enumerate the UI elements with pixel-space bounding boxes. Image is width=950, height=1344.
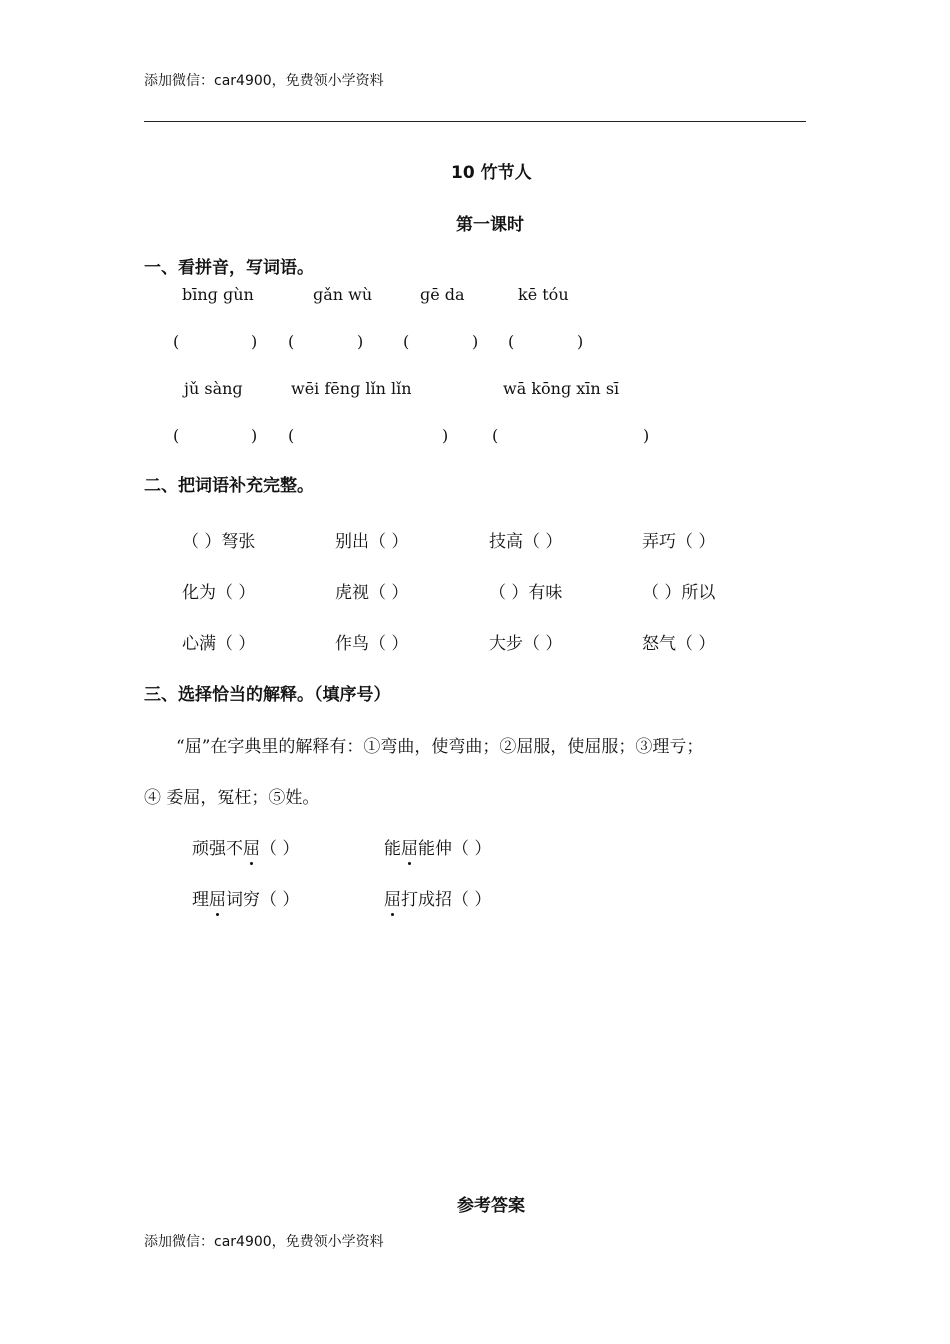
page-footer-text: 添加微信：car4900，免费领小学资料: [144, 1234, 384, 1250]
idiom-item: 弄巧（ ）: [642, 532, 716, 552]
q3-item: [384, 885, 491, 910]
pinyin-item: jǔ sànɡ: [184, 379, 243, 398]
blank-close: ): [251, 426, 258, 445]
header-divider: [144, 121, 806, 122]
q3-intro-line: ④ 委屈，冤枉；⑤姓。: [144, 788, 320, 808]
blank-close: ): [643, 426, 650, 445]
q2-heading: 二、把词语补充完整。: [144, 476, 314, 496]
q3-heading: 三、选择恰当的解释。（填序号）: [144, 685, 391, 705]
answers-heading: 参考答案: [457, 1196, 525, 1216]
blank-open: (: [173, 426, 180, 445]
q3-item: [192, 885, 299, 910]
idiom-item: 怒气（ ）: [642, 634, 716, 654]
blank-close: ): [251, 332, 258, 351]
q1-heading: 一、看拼音，写词语。: [144, 258, 314, 278]
pinyin-item: kē tóu: [518, 285, 569, 304]
blank-close: ): [472, 332, 479, 351]
pinyin-item: ɡǎn wù: [313, 285, 373, 304]
lesson-subtitle: 第一课时: [456, 215, 524, 235]
q3-item-pre: 能: [384, 839, 401, 859]
q3-item-pre: 理: [192, 890, 209, 910]
idiom-item: 技高（ ）: [489, 532, 563, 552]
emphasis-char: 屈: [243, 834, 260, 859]
q3-item-post: 能伸（ ）: [418, 839, 492, 859]
blank-open: (: [288, 332, 295, 351]
q3-intro-line: “屈”在字典里的解释有：①弯曲，使弯曲；②屈服，使屈服；③理亏；: [176, 737, 704, 757]
blank-open: (: [508, 332, 515, 351]
emphasis-char: 屈: [209, 885, 226, 910]
blank-close: ): [357, 332, 364, 351]
blank-close: ): [577, 332, 584, 351]
q3-item: [384, 834, 491, 859]
idiom-item: （ ）弩张: [182, 532, 256, 552]
q3-item-pre: 顽强不: [192, 839, 243, 859]
q3-item-post: 打成招（ ）: [401, 890, 492, 910]
pinyin-item: wēi fēnɡ lǐn lǐn: [291, 379, 412, 398]
q3-item-post: 词穷（ ）: [226, 890, 300, 910]
blank-close: ): [442, 426, 449, 445]
emphasis-char: 屈: [384, 885, 401, 910]
blank-open: (: [403, 332, 410, 351]
idiom-item: 心满（ ）: [182, 634, 256, 654]
idiom-item: （ ）有味: [489, 583, 563, 603]
pinyin-item: wā kōnɡ xīn sī: [503, 379, 620, 398]
pinyin-item: ɡē da: [420, 285, 465, 304]
idiom-item: 别出（ ）: [335, 532, 409, 552]
idiom-item: 虎视（ ）: [335, 583, 409, 603]
idiom-item: 作鸟（ ）: [335, 634, 409, 654]
blank-open: (: [288, 426, 295, 445]
pinyin-item: bīnɡ ɡùn: [182, 285, 254, 304]
page-header-text: 添加微信：car4900，免费领小学资料: [144, 73, 384, 89]
lesson-title: 10 竹节人: [451, 163, 532, 183]
q3-item-post: （ ）: [260, 839, 300, 859]
idiom-item: 大步（ ）: [489, 634, 563, 654]
blank-open: (: [173, 332, 180, 351]
idiom-item: 化为（ ）: [182, 583, 256, 603]
emphasis-char: 屈: [401, 834, 418, 859]
idiom-item: （ ）所以: [642, 583, 716, 603]
q3-item: [192, 834, 299, 859]
blank-open: (: [492, 426, 499, 445]
